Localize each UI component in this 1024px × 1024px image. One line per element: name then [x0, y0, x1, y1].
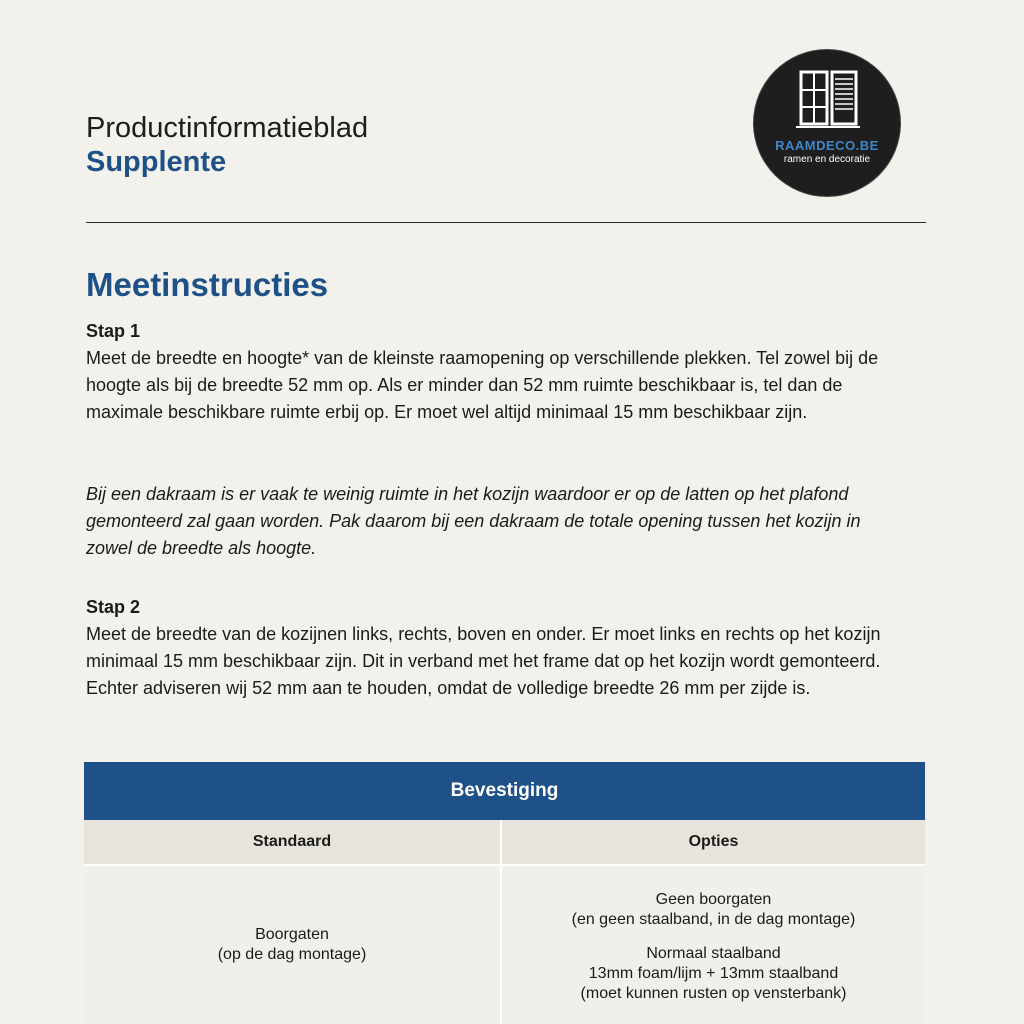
window-icon [754, 50, 900, 196]
column-header-standard: Standaard [84, 820, 500, 864]
standard-line-2: (op de dag montage) [217, 946, 367, 963]
standard-line-1: Boorgaten [255, 926, 329, 943]
step-2-label: Stap 2 [86, 597, 141, 617]
step-1-label: Stap 1 [86, 321, 141, 341]
option-item [572, 890, 856, 930]
brand-logo [754, 50, 900, 196]
logo-brand-text: RAAMDECO.BE [775, 138, 879, 153]
option-2-line-1: Normaal staalband [646, 945, 781, 962]
option-2-line-3: (moet kunnen rusten op vensterbank) [580, 985, 847, 1002]
logo-tagline: ramen en decoratie [783, 154, 871, 165]
document-title: Productinformatieblad [86, 112, 369, 144]
option-1-line-2: (en geen staalband, in de dag montage) [571, 911, 856, 928]
section-heading: Meetinstructies [86, 266, 329, 303]
standard-cell [84, 866, 500, 1024]
product-name: Supplente [86, 146, 227, 178]
options-cell [502, 866, 925, 1024]
option-2-line-2: 13mm foam/lijm + 13mm staalband [588, 965, 839, 982]
step-1-note: Bij een dakraam is er vaak te weinig ruimte in het kozijn waardoor er op de latten op het plafond gemonteerd zal gaan worden. Pak daarom bij een dakraam de totale opening tussen het kozijn in zowel de breedte als hoogte. [86, 484, 861, 558]
option-item [581, 944, 847, 1004]
header-divider [86, 222, 926, 223]
step-1-text: Meet de breedte en hoogte* van de kleinste raamopening op verschillende plekken. Tel zowel bij de hoogte als bij de breedte 52 mm op. Als er minder dan 52 mm ruimte beschikbaar is, tel dan de maximale beschikbare ruimte erbij op. Er moet wel altijd minimaal 15 mm beschikbaar zijn. [86, 348, 879, 422]
option-1-line-1: Geen boorgaten [655, 891, 772, 908]
step-2-block [86, 594, 886, 702]
table-title: Bevestiging [84, 762, 925, 820]
step-2-text: Meet de breedte van de kozijnen links, rechts, boven en onder. Er moet links en rechts op het kozijn minimaal 15 mm beschikbaar zijn. Dit in verband met het frame dat op het kozijn wordt gemonteerd. Echter adviseren wij 52 mm aan te houden, omdat de volledige breedte 26 mm per zijde is. [86, 624, 881, 698]
step-1-block [86, 318, 886, 426]
column-header-options: Opties [502, 820, 925, 864]
